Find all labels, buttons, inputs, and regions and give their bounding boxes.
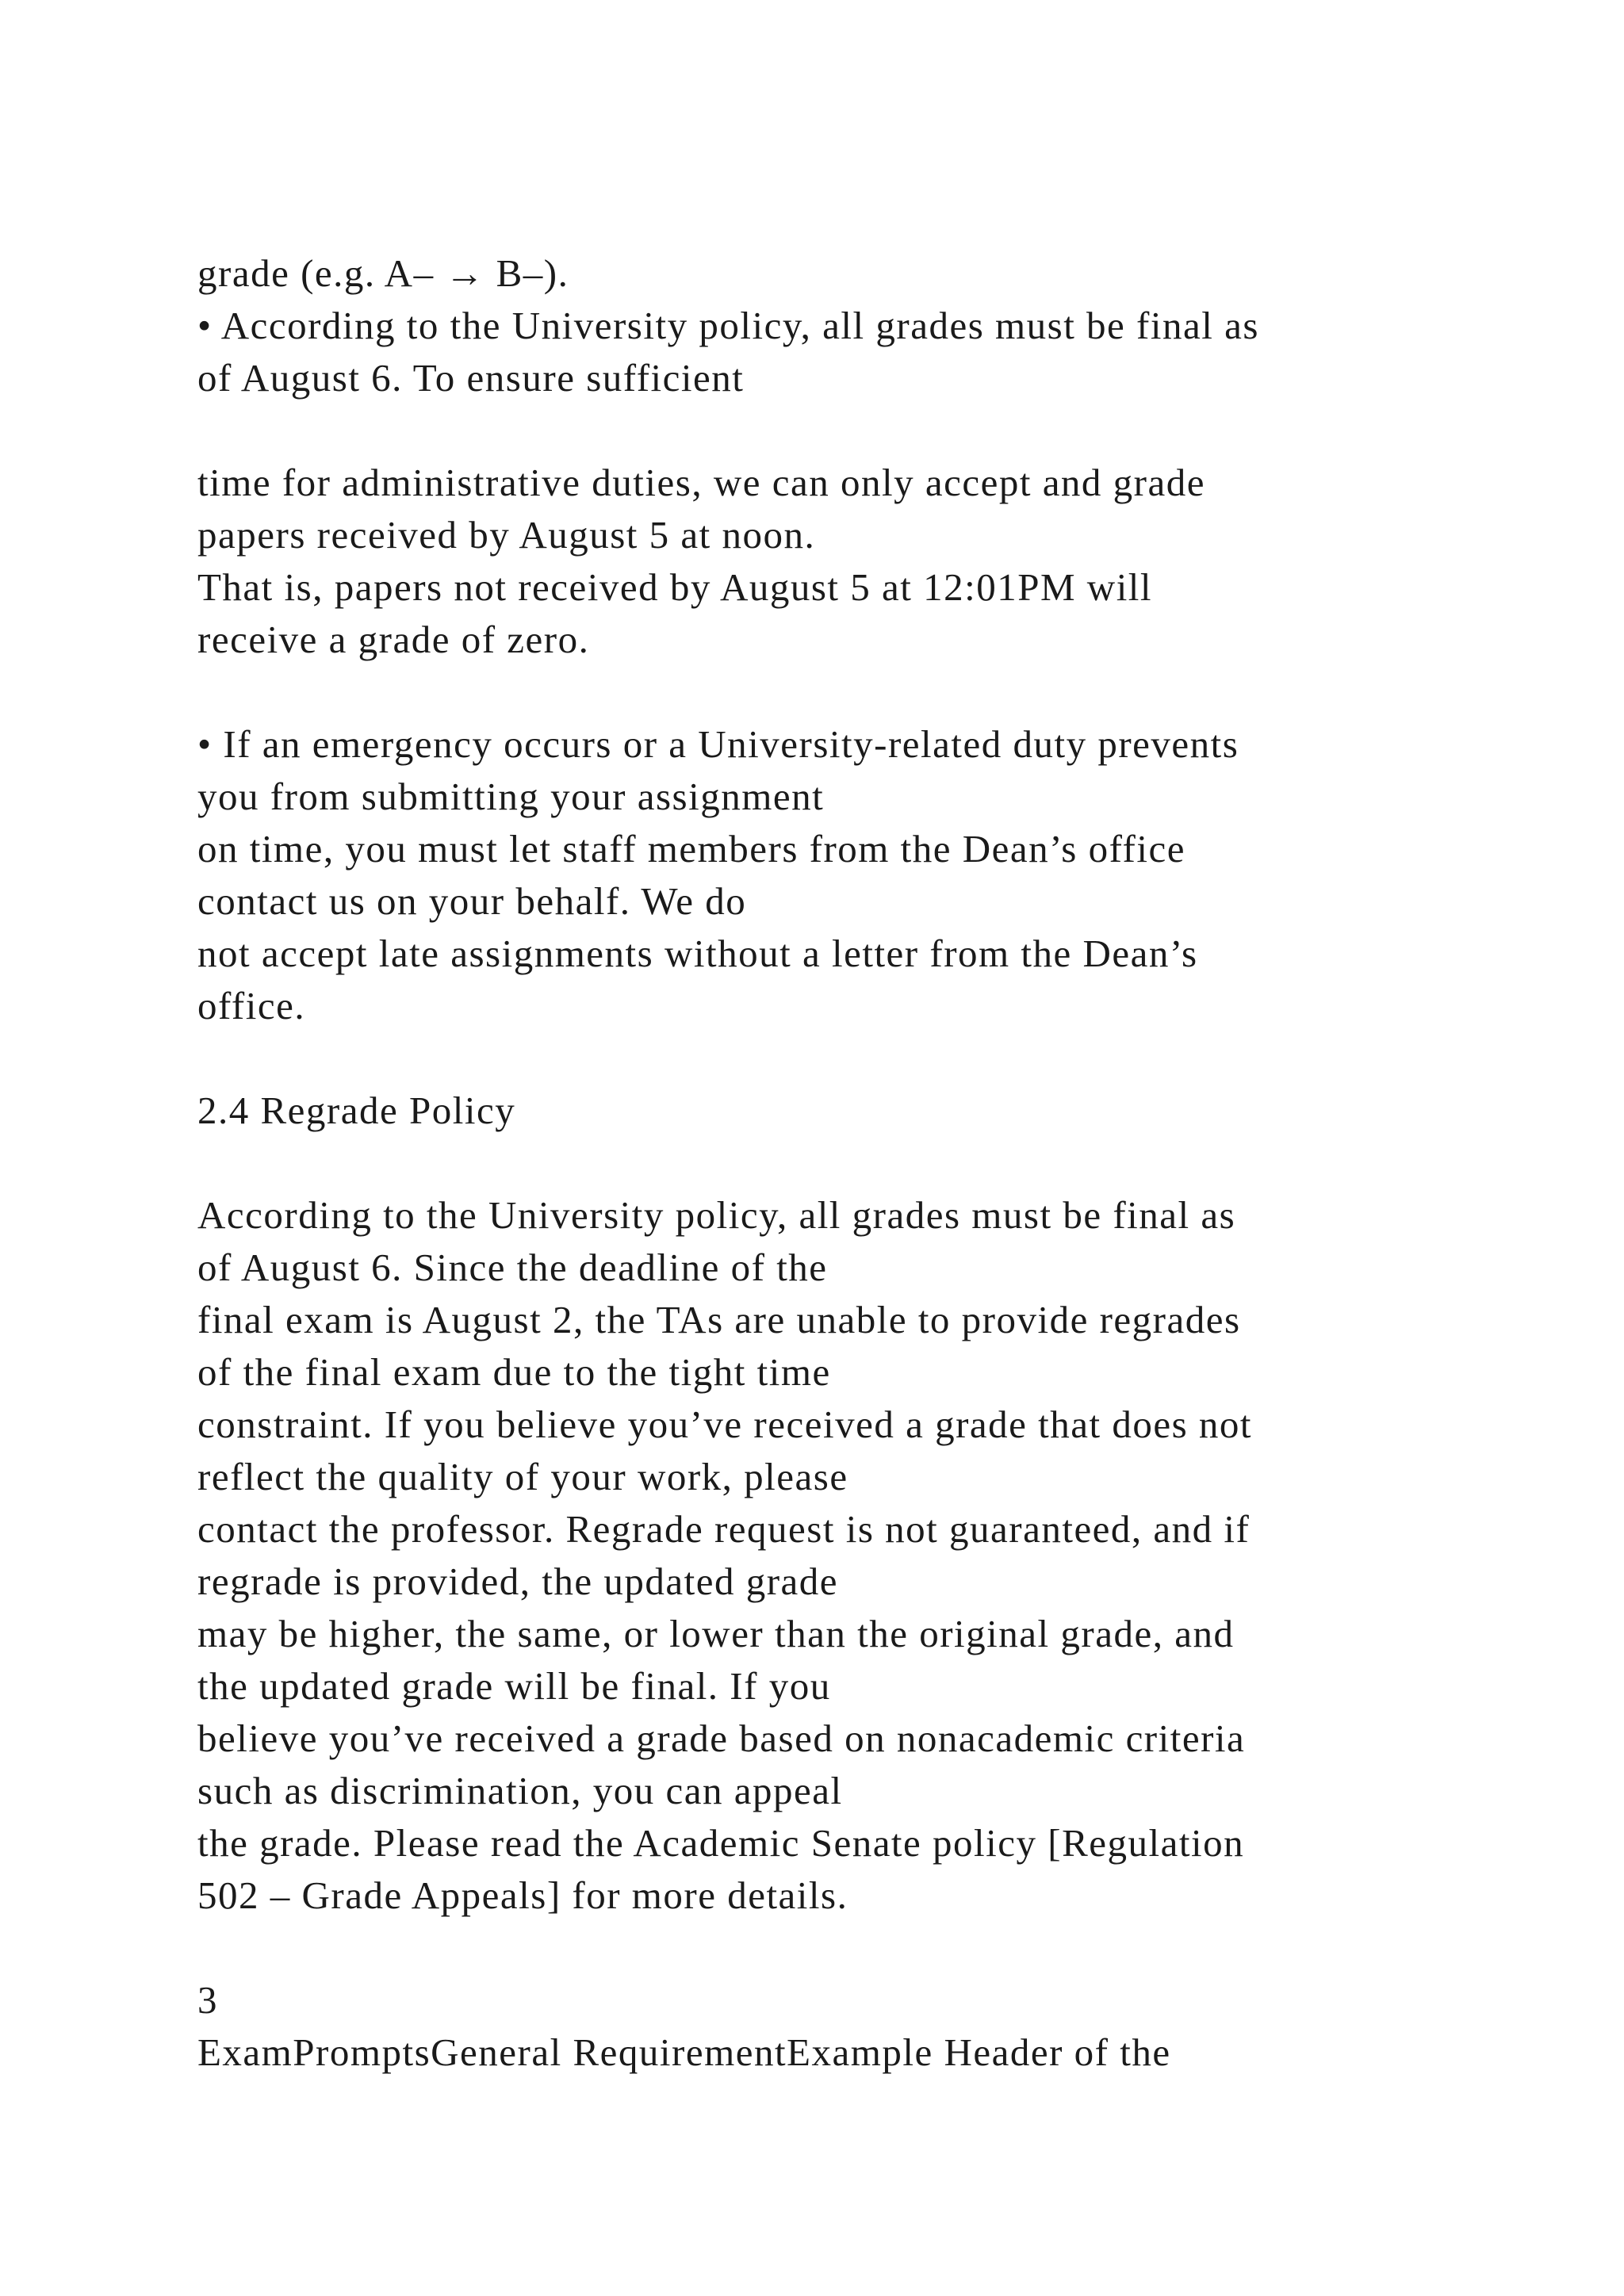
text-line: such as discrimination, you can appeal	[197, 1769, 843, 1812]
paragraph-gap	[197, 1032, 1545, 1085]
document-body	[197, 247, 1545, 2079]
text-line: on time, you must let staff members from the Dean’s office	[197, 827, 1185, 871]
text-line: believe you’ve received a grade based on nonacademic criteria	[197, 1716, 1246, 1760]
text-line: • If an emergency occurs or a University-related duty prevents	[197, 722, 1239, 766]
text-line: final exam is August 2, the TAs are unable to provide regrades	[197, 1298, 1241, 1341]
text-line: you from submitting your assignment	[197, 775, 825, 818]
text-line: of August 6. Since the deadline of the	[197, 1246, 828, 1289]
text-line: of the final exam due to the tight time	[197, 1350, 831, 1394]
text-line: constraint. If you believe you’ve received a grade that does not	[197, 1402, 1253, 1446]
text-line: contact the professor. Regrade request is not guaranteed, and if	[197, 1507, 1251, 1551]
text-line: the updated grade will be final. If you	[197, 1664, 831, 1708]
text-line: the grade. Please read the Academic Senate policy [Regulation	[197, 1821, 1245, 1865]
text-line: papers received by August 5 at noon.	[197, 513, 816, 557]
text-line: reflect the quality of your work, please	[197, 1455, 848, 1498]
section-heading: 2.4 Regrade Policy	[197, 1089, 516, 1132]
paragraph-gap	[197, 1137, 1545, 1189]
text-line: time for administrative duties, we can only accept and grade	[197, 461, 1206, 504]
text-line: 502 – Grade Appeals] for more details.	[197, 1873, 848, 1917]
text-line: receive a grade of zero.	[197, 618, 590, 661]
text-line: ExamPromptsGeneral RequirementExample Header of the	[197, 2030, 1171, 2074]
text-line: of August 6. To ensure sufficient	[197, 356, 745, 400]
text-line: grade (e.g. A– → B–).	[197, 251, 569, 295]
page-number: 3	[197, 1978, 218, 2022]
text-line: not accept late assignments without a letter from the Dean’s	[197, 932, 1198, 975]
text-line: regrade is provided, the updated grade	[197, 1559, 839, 1603]
text-line: contact us on your behalf. We do	[197, 879, 747, 923]
text-line: According to the University policy, all grades must be final as	[197, 1193, 1236, 1237]
text-line: • According to the University policy, all grades must be final as	[197, 304, 1259, 347]
text-line: office.	[197, 984, 306, 1027]
paragraph-gap	[197, 1922, 1545, 1974]
text-line: That is, papers not received by August 5 at 12:01PM will	[197, 565, 1153, 609]
paragraph-gap	[197, 666, 1545, 718]
text-line: may be higher, the same, or lower than the original grade, and	[197, 1612, 1235, 1655]
paragraph-gap	[197, 404, 1545, 457]
